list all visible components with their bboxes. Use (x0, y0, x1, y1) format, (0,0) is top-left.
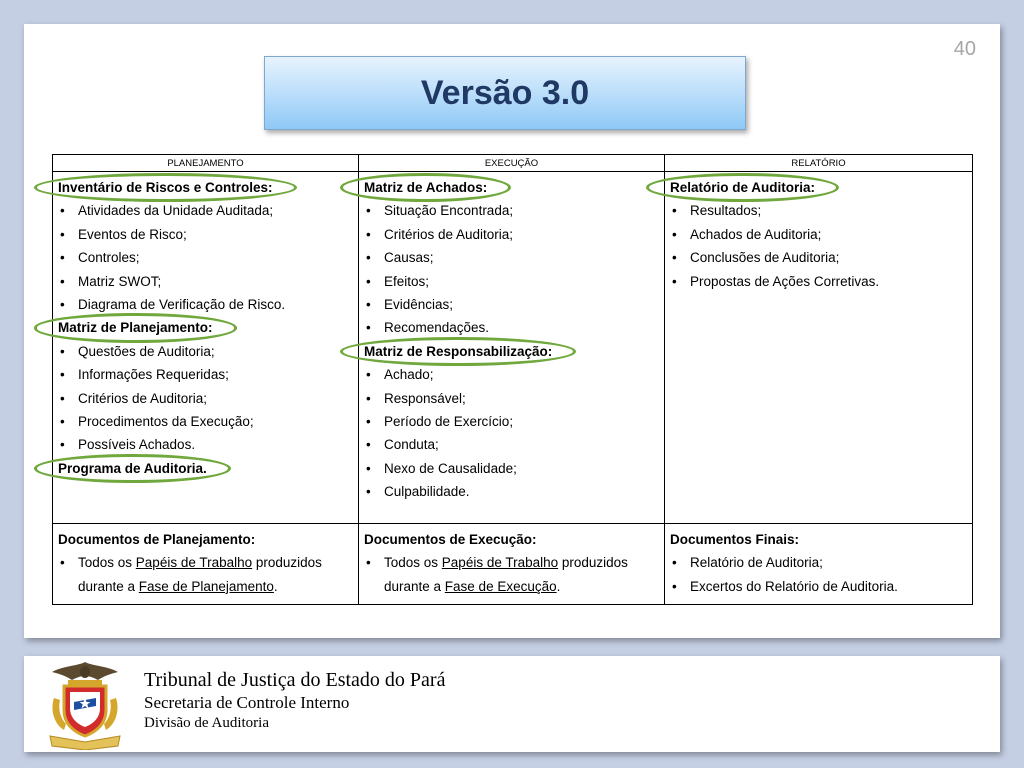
cell-execucao (359, 172, 665, 524)
audit-phases-table (52, 154, 973, 605)
list-item: • Causas; (364, 246, 660, 269)
list-item: • Critérios de Auditoria; (364, 223, 660, 246)
table-row-contents (53, 172, 973, 524)
page-number: 40 (953, 38, 976, 60)
cell-docs-finais (665, 524, 973, 605)
cell-docs-execucao (359, 524, 665, 605)
list-relatorio (670, 199, 968, 293)
section-inventario-riscos: Inventário de Riscos e Controles: (58, 176, 273, 199)
list-item: • Situação Encontrada; (364, 199, 660, 222)
list-item: • Efeitos; (364, 270, 660, 293)
link-papeis-trabalho: Papéis de Trabalho (135, 555, 253, 571)
list-item: • Nexo de Causalidade; (364, 457, 660, 480)
list-item: • Achados de Auditoria; (670, 223, 968, 246)
list-item: • Procedimentos da Execução; (58, 410, 354, 433)
footer-divisao: Divisão de Auditoria (144, 715, 269, 731)
list-item: • Período de Exercício; (364, 410, 660, 433)
list-item: • Questões de Auditoria; (58, 340, 354, 363)
docs-finais-title: Documentos Finais: (670, 532, 800, 547)
link-papeis-trabalho: Papéis de Trabalho (441, 555, 559, 571)
title-box (264, 56, 746, 130)
list-item: • Diagrama de Verificação de Risco. (58, 293, 354, 316)
section-matriz-planejamento: Matriz de Planejamento: (58, 316, 213, 339)
coat-of-arms-icon (40, 658, 130, 750)
header-planejamento: PLANEJAMENTO (53, 155, 359, 172)
docs-execucao-title: Documentos de Execução: (364, 532, 537, 547)
list-item: • Todos os Papéis de Trabalho produzidos durante a Fase de Execução. (364, 551, 660, 598)
link-fase-execucao: Fase de Execução (444, 578, 557, 594)
list-item: • Conduta; (364, 433, 660, 456)
list-item: • Relatório de Auditoria; (670, 551, 968, 574)
list-matriz-planejamento (58, 340, 354, 457)
list-inventario (58, 199, 354, 316)
list-item: • Matriz SWOT; (58, 270, 354, 293)
footer-institution: Tribunal de Justiça do Estado do Pará (144, 669, 446, 691)
list-item: • Achado; (364, 363, 660, 386)
section-matriz-achados: Matriz de Achados: (364, 176, 487, 199)
cell-docs-planejamento (53, 524, 359, 605)
header-execucao: EXECUÇÃO (359, 155, 665, 172)
list-item: • Atividades da Unidade Auditada; (58, 199, 354, 222)
cell-planejamento (53, 172, 359, 524)
section-programa-auditoria: Programa de Auditoria. (58, 457, 207, 480)
list-item: • Controles; (58, 246, 354, 269)
list-item: • Evidências; (364, 293, 660, 316)
list-item: • Responsável; (364, 387, 660, 410)
list-item: • Possíveis Achados. (58, 433, 354, 456)
list-item: • Informações Requeridas; (58, 363, 354, 386)
link-fase-planejamento: Fase de Planejamento (138, 578, 274, 594)
slide-title: Versão 3.0 (420, 73, 590, 112)
list-matriz-responsabilizacao (364, 363, 660, 503)
list-matriz-achados (364, 199, 660, 339)
slide (24, 24, 1000, 638)
section-relatorio-auditoria: Relatório de Auditoria: (670, 176, 815, 199)
list-item: • Resultados; (670, 199, 968, 222)
header-relatorio: RELATÓRIO (665, 155, 973, 172)
list-item: • Culpabilidade. (364, 480, 660, 503)
footer-text (144, 668, 445, 733)
footer (24, 656, 1000, 752)
section-matriz-responsabilizacao: Matriz de Responsabilização: (364, 340, 552, 363)
list-item: • Recomendações. (364, 316, 660, 339)
list-item: • Todos os Papéis de Trabalho produzidos durante a Fase de Planejamento. (58, 551, 354, 598)
list-item: • Excertos do Relatório de Auditoria. (670, 575, 968, 598)
list-item: • Conclusões de Auditoria; (670, 246, 968, 269)
table-row-documents (53, 524, 973, 605)
docs-planejamento-title: Documentos de Planejamento: (58, 532, 256, 547)
footer-secretaria: Secretaria de Controle Interno (144, 693, 350, 712)
cell-relatorio (665, 172, 973, 524)
list-item: • Propostas de Ações Corretivas. (670, 270, 968, 293)
table-header-row (53, 155, 973, 172)
list-item: • Eventos de Risco; (58, 223, 354, 246)
list-item: • Critérios de Auditoria; (58, 387, 354, 410)
